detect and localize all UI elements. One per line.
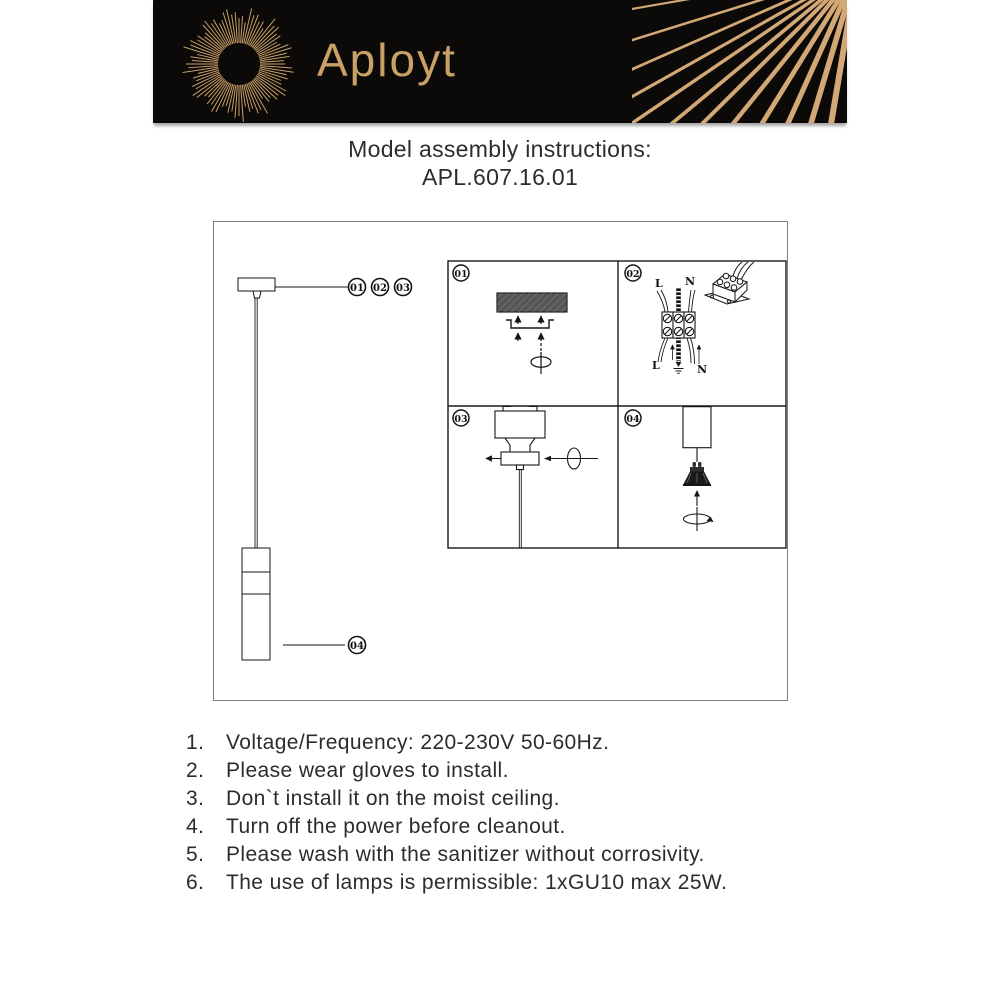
instruction-number: 6. [186,871,205,894]
instruction-item [186,871,866,899]
model-number: APL.607.16.01 [421,164,579,190]
callout-bottom [283,637,366,654]
brand-wordmark: Aployt [317,34,457,86]
instruction-number: 1. [186,731,205,754]
instruction-item [186,787,866,815]
corner-rays-icon [632,0,847,123]
instruction-text: Please wash with the sanitizer without corrosivity. [226,843,705,866]
panel-bulb-install [683,407,714,531]
instruction-item [186,759,866,787]
panel-label: 02 [626,268,640,280]
lamp-cord-grip [253,291,261,298]
instruction-number: 2. [186,759,205,782]
instructions-list [186,731,866,899]
instruction-text: Turn off the power before cleanout. [226,815,566,838]
instruction-item [186,843,866,871]
ground-symbol-icon [674,362,684,374]
callout-label: 01 [350,283,364,294]
page-title: Model assembly instructions: [348,136,652,162]
terminal-connector-3d [705,262,754,304]
instruction-text: The use of lamps is permissible: 1xGU10 max 25W. [226,871,728,894]
panel-label: 01 [454,268,468,280]
assembly-diagram [213,221,788,701]
wire-label-N-bottom: N [697,363,708,376]
panel-label: 04 [626,413,640,425]
lamp-body [242,548,270,660]
panel-badges [453,265,641,426]
lamp-canopy [238,278,275,291]
panel-canopy-fixing [486,407,598,549]
panel-wiring [652,262,754,376]
panel-label: 03 [454,413,468,425]
starburst-logo-icon [181,6,297,122]
instruction-text: Voltage/Frequency: 220-230V 50-60Hz. [226,731,610,754]
callout-label: 02 [373,283,387,294]
wire-label-N-top: N [685,275,696,288]
instruction-item [186,731,866,759]
instruction-text: Please wear gloves to install. [226,759,509,782]
brand-banner [153,0,847,123]
instruction-number: 3. [186,787,205,810]
callout-top [275,279,412,296]
callout-label: 03 [396,283,410,294]
gu10-bulb-icon [683,462,711,485]
instruction-number: 4. [186,815,205,838]
panel-ceiling-bracket [497,293,567,374]
wire-label-L-top: L [655,277,663,290]
instruction-number: 5. [186,843,205,866]
instruction-text: Don`t install it on the moist ceiling. [226,787,560,810]
instruction-item [186,815,866,843]
callout-label: 04 [350,641,364,652]
wire-label-L-bottom: L [652,359,660,372]
pendant-lamp-drawing [238,278,275,660]
